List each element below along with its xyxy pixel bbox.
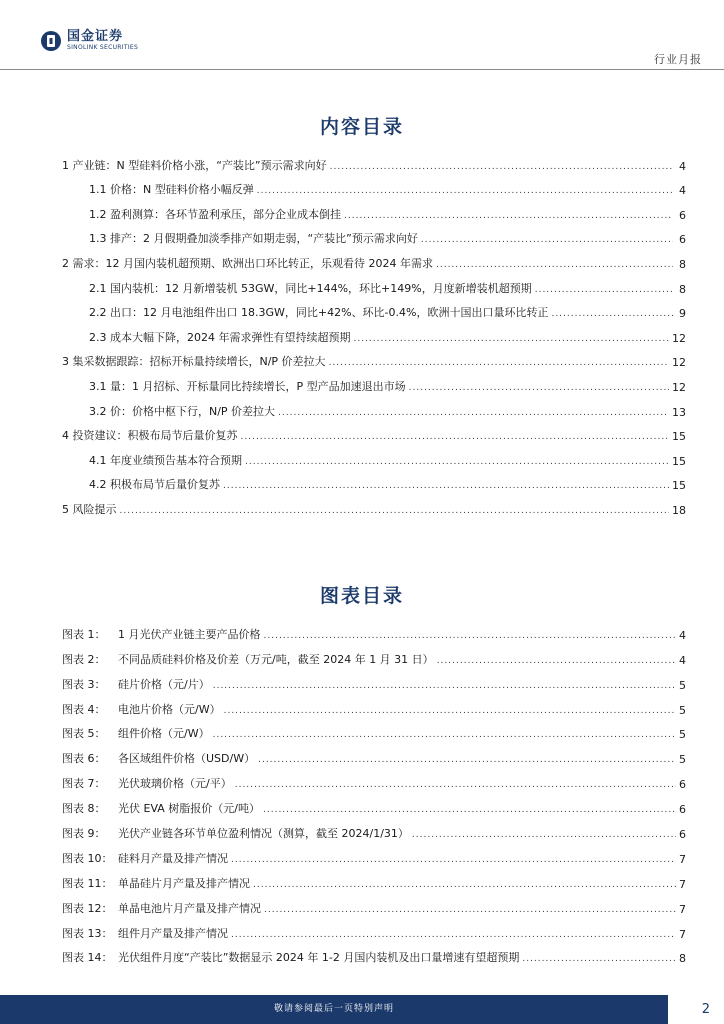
toc-leader-dots bbox=[421, 234, 673, 246]
toc-entry-text: 1.3 排产：2 月假期叠加淡季排产如期走弱，“产装比”预示需求向好 bbox=[89, 232, 418, 246]
figure-entry-text: 组件月产量及排产情况 bbox=[118, 926, 228, 940]
toc-entry-page: 8 bbox=[679, 257, 686, 271]
figure-entry-label: 图表 2： bbox=[62, 652, 106, 666]
toc-title: 内容目录 bbox=[319, 116, 404, 138]
report-type: 行业月报 bbox=[654, 53, 702, 66]
figure-entry-label: 图表 5： bbox=[62, 727, 106, 741]
figure-leader-dots bbox=[412, 829, 676, 841]
figure-entry-text: 硅料月产量及排产情况 bbox=[118, 851, 228, 865]
toc-entry-page: 6 bbox=[679, 233, 686, 247]
toc-entry-page: 4 bbox=[679, 184, 686, 198]
toc-entry-page: 8 bbox=[679, 282, 686, 296]
figure-leader-dots bbox=[263, 804, 676, 816]
figures-title: 图表目录 bbox=[319, 585, 404, 607]
toc-leader-dots bbox=[551, 308, 673, 320]
page-footer bbox=[0, 995, 724, 1024]
figure-entry-text: 光伏 EVA 树脂报价（元/吨） bbox=[118, 802, 260, 816]
figure-leader-dots bbox=[264, 630, 677, 642]
toc-leader-dots bbox=[344, 210, 673, 222]
toc-entry-page: 12 bbox=[672, 380, 686, 394]
toc-entry[interactable] bbox=[62, 419, 686, 444]
toc-entry[interactable] bbox=[62, 468, 686, 493]
toc-leader-dots bbox=[245, 456, 669, 468]
figure-entry[interactable] bbox=[62, 642, 686, 667]
figure-entry-page: 5 bbox=[679, 703, 686, 717]
toc-entry-page: 6 bbox=[679, 208, 686, 222]
figure-entry[interactable] bbox=[62, 941, 686, 966]
figure-entry[interactable] bbox=[62, 766, 686, 791]
toc-entry[interactable] bbox=[62, 369, 686, 394]
toc-entry[interactable] bbox=[62, 394, 686, 419]
figure-entry-page: 6 bbox=[679, 778, 686, 792]
figure-leader-dots bbox=[213, 680, 676, 692]
figure-entry-label: 图表 9： bbox=[62, 827, 106, 841]
figure-entry[interactable] bbox=[62, 916, 686, 941]
figure-entry-text: 组件价格（元/W） bbox=[118, 727, 210, 741]
figure-entry[interactable] bbox=[62, 667, 686, 692]
toc-leader-dots bbox=[353, 333, 669, 345]
toc-entry-page: 4 bbox=[679, 159, 686, 173]
toc-entry[interactable] bbox=[62, 197, 686, 222]
figure-entry-text: 电池片价格（元/W） bbox=[118, 702, 221, 716]
toc-entry[interactable] bbox=[62, 148, 686, 173]
figure-entry-label: 图表 7： bbox=[62, 777, 106, 791]
toc-entry[interactable] bbox=[62, 271, 686, 296]
figure-entry[interactable] bbox=[62, 841, 686, 866]
toc-entry-text: 2.1 国内装机：12 月新增装机 53GW，同比+144%，环比+149%，月度新增装机超预期 bbox=[89, 281, 532, 295]
header-divider bbox=[0, 69, 724, 70]
toc-entry[interactable] bbox=[62, 246, 686, 271]
figure-entry[interactable] bbox=[62, 866, 686, 891]
toc-entry-text: 4.2 积极布局节后量价复苏 bbox=[89, 478, 220, 492]
toc-entry[interactable] bbox=[62, 492, 686, 517]
toc-entry-text: 2 需求：12 月国内装机超预期、欧洲出口环比转正，乐观看待 2024 年需求 bbox=[62, 256, 433, 270]
toc-entry[interactable] bbox=[62, 222, 686, 247]
figure-entry-label: 图表 4： bbox=[62, 702, 106, 716]
figure-entry-label: 图表 10： bbox=[62, 851, 113, 865]
toc-entry-text: 2.2 出口：12 月电池组件出口 18.3GW，同比+42%、环比-0.4%，欧洲十国出口量环比转正 bbox=[89, 306, 549, 320]
figure-entry-label: 图表 8： bbox=[62, 802, 106, 816]
toc-entry-text: 4 投资建议：积极布局节后量价复苏 bbox=[62, 429, 238, 443]
figure-entry[interactable] bbox=[62, 816, 686, 841]
figure-entry-text: 单晶硅片月产量及排产情况 bbox=[118, 876, 250, 890]
figure-entry-text: 1 月光伏产业链主要产品价格 bbox=[118, 627, 261, 641]
toc-entry-text: 3.2 价：价格中枢下行，N/P 价差拉大 bbox=[89, 404, 276, 418]
figure-leader-dots bbox=[224, 705, 676, 717]
figure-entry-page: 7 bbox=[679, 902, 686, 916]
figure-entry-text: 单晶电池片月产量及排产情况 bbox=[118, 901, 261, 915]
table-of-contents bbox=[62, 148, 686, 517]
footer-disclaimer: 敬请参阅最后一页特别声明 bbox=[273, 1004, 394, 1014]
toc-entry-page: 9 bbox=[679, 307, 686, 321]
toc-leader-dots bbox=[436, 259, 673, 271]
figure-leader-dots bbox=[258, 754, 676, 766]
toc-leader-dots bbox=[330, 161, 673, 173]
figure-entry[interactable] bbox=[62, 791, 686, 816]
toc-leader-dots bbox=[241, 431, 670, 443]
toc-entry-page: 15 bbox=[672, 479, 686, 493]
figure-leader-dots bbox=[437, 655, 676, 667]
toc-entry[interactable] bbox=[62, 296, 686, 321]
figure-entry-label: 图表 13： bbox=[62, 926, 113, 940]
toc-entry-text: 1.1 价格：N 型硅料价格小幅反弹 bbox=[89, 183, 254, 197]
figure-entry-label: 图表 6： bbox=[62, 752, 106, 766]
figure-entry-label: 图表 14： bbox=[62, 951, 113, 965]
figure-entry-label: 图表 11： bbox=[62, 876, 113, 890]
toc-entry-text: 2.3 成本大幅下降，2024 年需求弹性有望持续超预期 bbox=[89, 330, 351, 344]
figure-entry-page: 5 bbox=[679, 728, 686, 742]
figure-entry-label: 图表 1： bbox=[62, 627, 106, 641]
figure-entry-text: 光伏组件月度“产装比”数据显示 2024 年 1-2 月国内装机及出口量增速有望超预期 bbox=[118, 951, 520, 965]
toc-entry-text: 1 产业链：N 型硅料价格小涨，“产装比”预示需求向好 bbox=[62, 158, 327, 172]
figure-leader-dots bbox=[522, 953, 676, 965]
toc-entry-page: 13 bbox=[672, 405, 686, 419]
toc-entry-page: 12 bbox=[672, 356, 686, 370]
figure-entry-page: 5 bbox=[679, 678, 686, 692]
sinolink-logo-icon bbox=[40, 30, 62, 52]
toc-leader-dots bbox=[409, 382, 669, 394]
figure-entry[interactable] bbox=[62, 692, 686, 717]
figure-leader-dots bbox=[253, 879, 676, 891]
logo-name-en: SINOLINK SECURITIES bbox=[67, 44, 139, 51]
figure-leader-dots bbox=[264, 904, 676, 916]
company-logo bbox=[40, 30, 138, 52]
figure-entry-label: 图表 3： bbox=[62, 677, 106, 691]
logo-name-cn: 国金证券 bbox=[67, 29, 124, 44]
toc-leader-dots bbox=[223, 480, 669, 492]
toc-entry[interactable] bbox=[62, 173, 686, 198]
figure-list bbox=[62, 617, 686, 965]
toc-entry-text: 3.1 量：1 月招标、开标量同比持续增长，P 型产品加速退出市场 bbox=[89, 379, 406, 393]
toc-entry-page: 12 bbox=[672, 331, 686, 345]
toc-leader-dots bbox=[257, 185, 673, 197]
toc-entry-page: 15 bbox=[672, 430, 686, 444]
figure-entry-page: 6 bbox=[679, 828, 686, 842]
figure-entry-label: 图表 12： bbox=[62, 901, 113, 915]
figure-entry-page: 6 bbox=[679, 803, 686, 817]
toc-entry-text: 5 风险提示 bbox=[62, 502, 117, 516]
toc-leader-dots bbox=[120, 505, 670, 517]
figure-entry-page: 8 bbox=[679, 952, 686, 966]
toc-entry[interactable] bbox=[62, 320, 686, 345]
figure-entry[interactable] bbox=[62, 741, 686, 766]
figure-entry-text: 光伏玻璃价格（元/平） bbox=[118, 777, 232, 791]
figure-entry-text: 硅片价格（元/片） bbox=[118, 677, 210, 691]
page-header bbox=[0, 0, 724, 70]
figure-entry-page: 7 bbox=[679, 852, 686, 866]
toc-entry-text: 1.2 盈利测算：各环节盈利承压，部分企业成本倒挂 bbox=[89, 207, 341, 221]
toc-leader-dots bbox=[535, 284, 673, 296]
figure-entry-text: 不同品质硅料价格及价差（万元/吨，截至 2024 年 1 月 31 日） bbox=[118, 652, 434, 666]
toc-entry-page: 15 bbox=[672, 454, 686, 468]
figure-entry[interactable] bbox=[62, 617, 686, 642]
toc-entry-page: 18 bbox=[672, 503, 686, 517]
toc-leader-dots bbox=[329, 357, 669, 369]
figure-entry-text: 光伏产业链各环节单位盈利情况（测算，截至 2024/1/31） bbox=[118, 827, 409, 841]
figure-entry-text: 各区域组件价格（USD/W） bbox=[118, 752, 256, 766]
figure-entry-page: 7 bbox=[679, 927, 686, 941]
figure-leader-dots bbox=[231, 854, 676, 866]
figure-leader-dots bbox=[213, 729, 676, 741]
toc-entry-text: 4.1 年度业绩预告基本符合预期 bbox=[89, 453, 242, 467]
figure-entry-page: 5 bbox=[679, 753, 686, 767]
page-number: 2 bbox=[701, 1002, 710, 1017]
figure-entry-page: 7 bbox=[679, 877, 686, 891]
figure-entry[interactable] bbox=[62, 717, 686, 742]
figure-leader-dots bbox=[235, 779, 676, 791]
toc-leader-dots bbox=[278, 407, 669, 419]
toc-entry-text: 3 集采数据跟踪：招标开标量持续增长，N/P 价差拉大 bbox=[62, 355, 326, 369]
figure-entry[interactable] bbox=[62, 891, 686, 916]
figure-entry-page: 4 bbox=[679, 628, 686, 642]
toc-entry[interactable] bbox=[62, 345, 686, 370]
figure-entry-page: 4 bbox=[679, 653, 686, 667]
figure-leader-dots bbox=[231, 929, 676, 941]
toc-entry[interactable] bbox=[62, 443, 686, 468]
